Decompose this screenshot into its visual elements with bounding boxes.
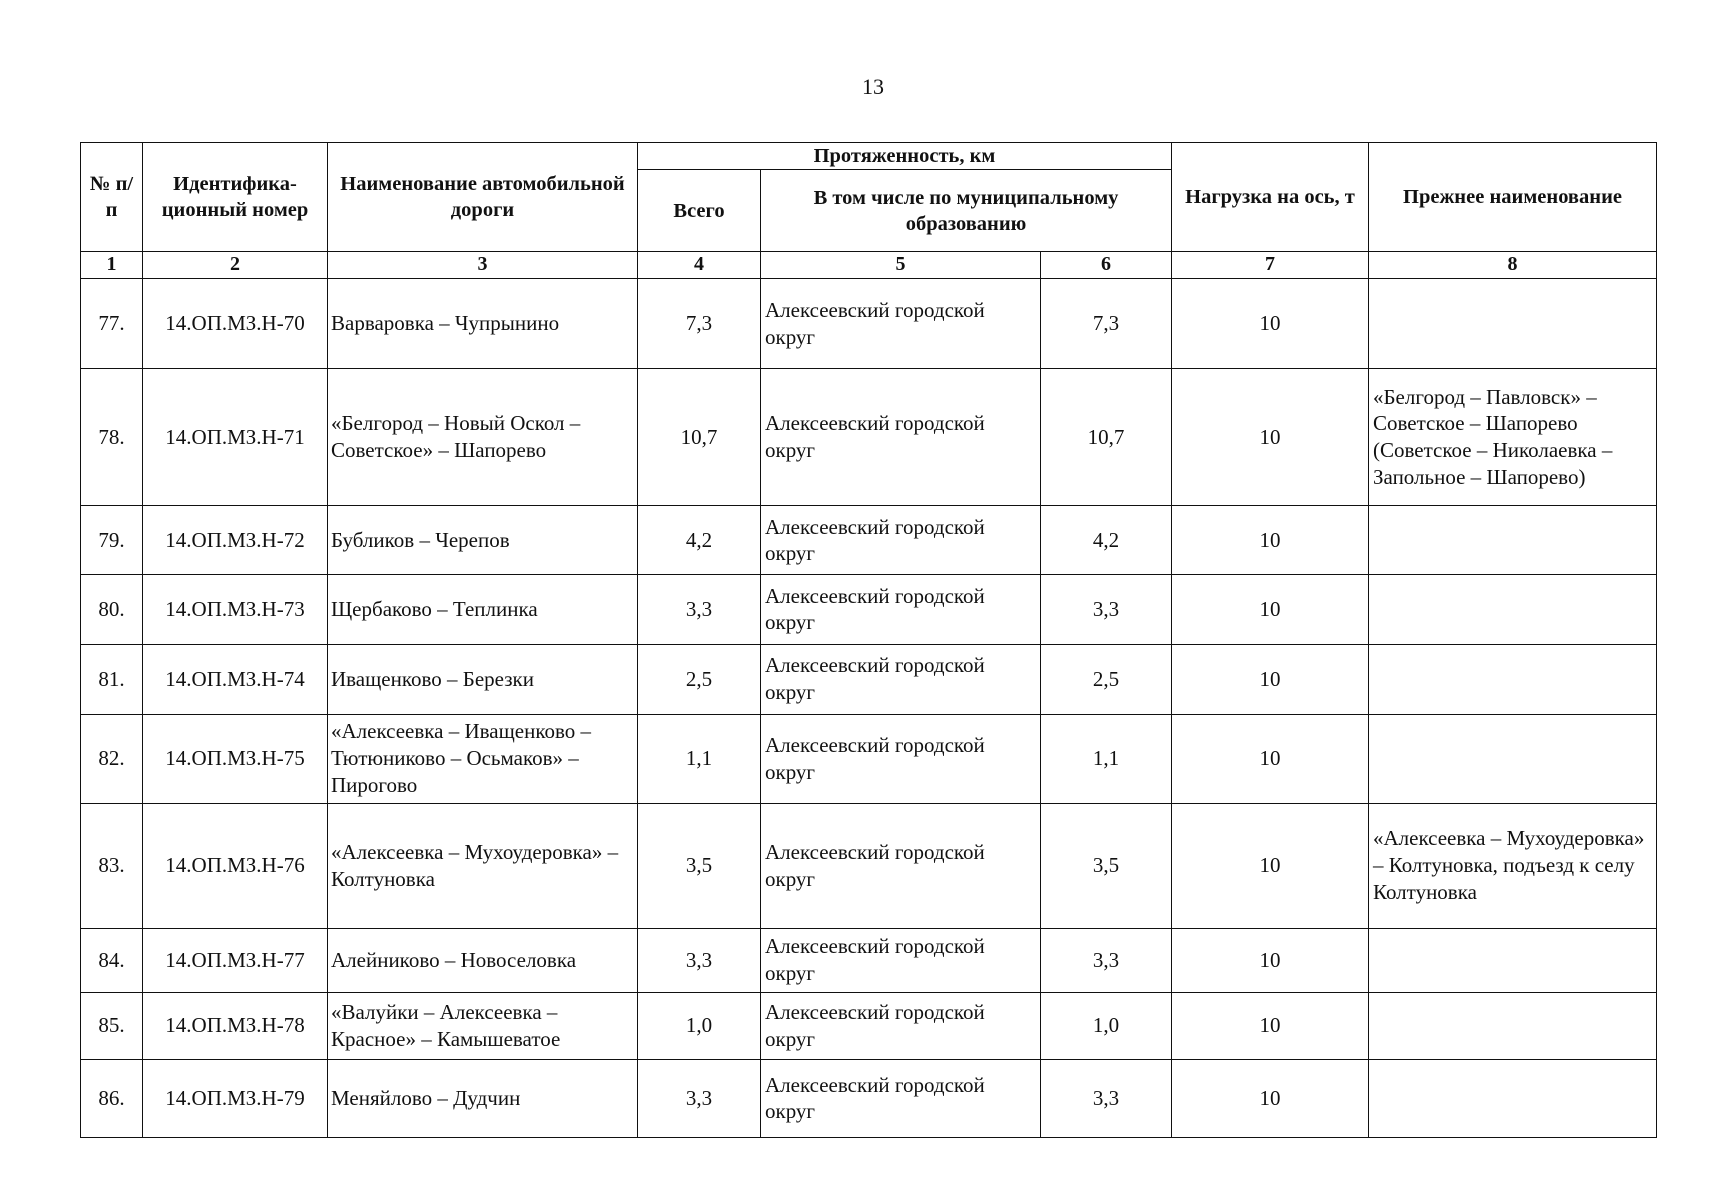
row-municipal-length: 1,0	[1041, 992, 1172, 1059]
row-name: «Алексеевка – Иващенково – Тютюниково – Осьмаков» – Пирогово	[328, 714, 638, 803]
row-municipal-length: 3,5	[1041, 803, 1172, 928]
column-number: 6	[1041, 252, 1172, 279]
column-number: 1	[81, 252, 143, 279]
row-former	[1369, 1059, 1657, 1137]
row-num: 85.	[81, 992, 143, 1059]
row-municipal-length: 1,1	[1041, 714, 1172, 803]
row-load: 10	[1172, 575, 1369, 644]
row-municipal-length: 3,3	[1041, 575, 1172, 644]
header-total: Всего	[638, 170, 761, 252]
row-load: 10	[1172, 369, 1369, 506]
row-municipal-length: 7,3	[1041, 279, 1172, 369]
column-number: 3	[328, 252, 638, 279]
row-load: 10	[1172, 506, 1369, 575]
row-load: 10	[1172, 714, 1369, 803]
header-num: № п/п	[81, 143, 143, 252]
row-former	[1369, 992, 1657, 1059]
header-load: Нагрузка на ось, т	[1172, 143, 1369, 252]
row-id: 14.ОП.МЗ.Н-71	[143, 369, 328, 506]
row-municipality: Алексеевский городской округ	[761, 1059, 1041, 1137]
row-municipality: Алексеевский городской округ	[761, 928, 1041, 992]
row-total: 1,1	[638, 714, 761, 803]
row-num: 86.	[81, 1059, 143, 1137]
header-municipal: В том числе по муниципальному образованию	[761, 170, 1172, 252]
row-load: 10	[1172, 644, 1369, 714]
page-number: 13	[862, 74, 884, 99]
row-num: 82.	[81, 714, 143, 803]
row-municipality: Алексеевский городской округ	[761, 369, 1041, 506]
table-row	[81, 369, 1657, 506]
row-num: 81.	[81, 644, 143, 714]
table-row	[81, 803, 1657, 928]
header-name: Наименование автомобильной дороги	[328, 143, 638, 252]
row-id: 14.ОП.МЗ.Н-74	[143, 644, 328, 714]
table-row	[81, 714, 1657, 803]
roads-table	[80, 142, 1657, 1138]
table-row	[81, 1059, 1657, 1137]
row-name: «Алексеевка – Мухоудеровка» – Колтуновка	[328, 803, 638, 928]
row-municipal-length: 4,2	[1041, 506, 1172, 575]
row-id: 14.ОП.МЗ.Н-79	[143, 1059, 328, 1137]
row-municipality: Алексеевский городской округ	[761, 575, 1041, 644]
table-row	[81, 928, 1657, 992]
row-total: 7,3	[638, 279, 761, 369]
row-name: «Валуйки – Алексеевка – Красное» – Камышеватое	[328, 992, 638, 1059]
row-load: 10	[1172, 279, 1369, 369]
table-row	[81, 575, 1657, 644]
row-former	[1369, 279, 1657, 369]
row-former	[1369, 506, 1657, 575]
row-num: 83.	[81, 803, 143, 928]
row-id: 14.ОП.МЗ.Н-78	[143, 992, 328, 1059]
row-former	[1369, 644, 1657, 714]
row-total: 3,3	[638, 1059, 761, 1137]
column-number: 2	[143, 252, 328, 279]
row-municipal-length: 10,7	[1041, 369, 1172, 506]
row-total: 2,5	[638, 644, 761, 714]
column-number-row	[81, 252, 1657, 279]
row-id: 14.ОП.МЗ.Н-76	[143, 803, 328, 928]
row-former	[1369, 575, 1657, 644]
row-municipality: Алексеевский городской округ	[761, 714, 1041, 803]
row-municipal-length: 3,3	[1041, 1059, 1172, 1137]
row-total: 1,0	[638, 992, 761, 1059]
row-name: «Белгород – Новый Оскол – Советское» – Шапорево	[328, 369, 638, 506]
column-number: 8	[1369, 252, 1657, 279]
row-municipality: Алексеевский городской округ	[761, 644, 1041, 714]
row-id: 14.ОП.МЗ.Н-70	[143, 279, 328, 369]
header-id: Идентифика-ционный номер	[143, 143, 328, 252]
row-municipal-length: 3,3	[1041, 928, 1172, 992]
table-row	[81, 992, 1657, 1059]
header-length-group: Протяженность, км	[638, 143, 1172, 170]
row-num: 84.	[81, 928, 143, 992]
table-row	[81, 506, 1657, 575]
row-municipal-length: 2,5	[1041, 644, 1172, 714]
row-load: 10	[1172, 803, 1369, 928]
row-load: 10	[1172, 928, 1369, 992]
row-total: 10,7	[638, 369, 761, 506]
row-name: Иващенково – Березки	[328, 644, 638, 714]
row-id: 14.ОП.МЗ.Н-73	[143, 575, 328, 644]
row-total: 3,3	[638, 928, 761, 992]
row-id: 14.ОП.МЗ.Н-77	[143, 928, 328, 992]
table-row	[81, 279, 1657, 369]
row-total: 3,5	[638, 803, 761, 928]
row-name: Алейниково – Новоселовка	[328, 928, 638, 992]
row-id: 14.ОП.МЗ.Н-72	[143, 506, 328, 575]
row-num: 77.	[81, 279, 143, 369]
row-municipality: Алексеевский городской округ	[761, 992, 1041, 1059]
row-num: 78.	[81, 369, 143, 506]
row-municipality: Алексеевский городской округ	[761, 803, 1041, 928]
column-number: 5	[761, 252, 1041, 279]
row-former: «Белгород – Павловск» – Советское – Шапорево (Советское – Николаевка – Запольное – Шапорево)	[1369, 369, 1657, 506]
row-load: 10	[1172, 992, 1369, 1059]
row-municipality: Алексеевский городской округ	[761, 279, 1041, 369]
row-total: 3,3	[638, 575, 761, 644]
row-municipality: Алексеевский городской округ	[761, 506, 1041, 575]
row-former	[1369, 928, 1657, 992]
column-number: 4	[638, 252, 761, 279]
row-num: 79.	[81, 506, 143, 575]
row-former: «Алексеевка – Мухоудеровка» – Колтуновка, подъезд к селу Колтуновка	[1369, 803, 1657, 928]
row-name: Щербаково – Теплинка	[328, 575, 638, 644]
row-total: 4,2	[638, 506, 761, 575]
row-name: Варваровка – Чупрынино	[328, 279, 638, 369]
row-id: 14.ОП.МЗ.Н-75	[143, 714, 328, 803]
row-load: 10	[1172, 1059, 1369, 1137]
row-name: Бубликов – Черепов	[328, 506, 638, 575]
header-former: Прежнее наименование	[1369, 143, 1657, 252]
row-name: Меняйлово – Дудчин	[328, 1059, 638, 1137]
row-former	[1369, 714, 1657, 803]
column-number: 7	[1172, 252, 1369, 279]
row-num: 80.	[81, 575, 143, 644]
table-row	[81, 644, 1657, 714]
